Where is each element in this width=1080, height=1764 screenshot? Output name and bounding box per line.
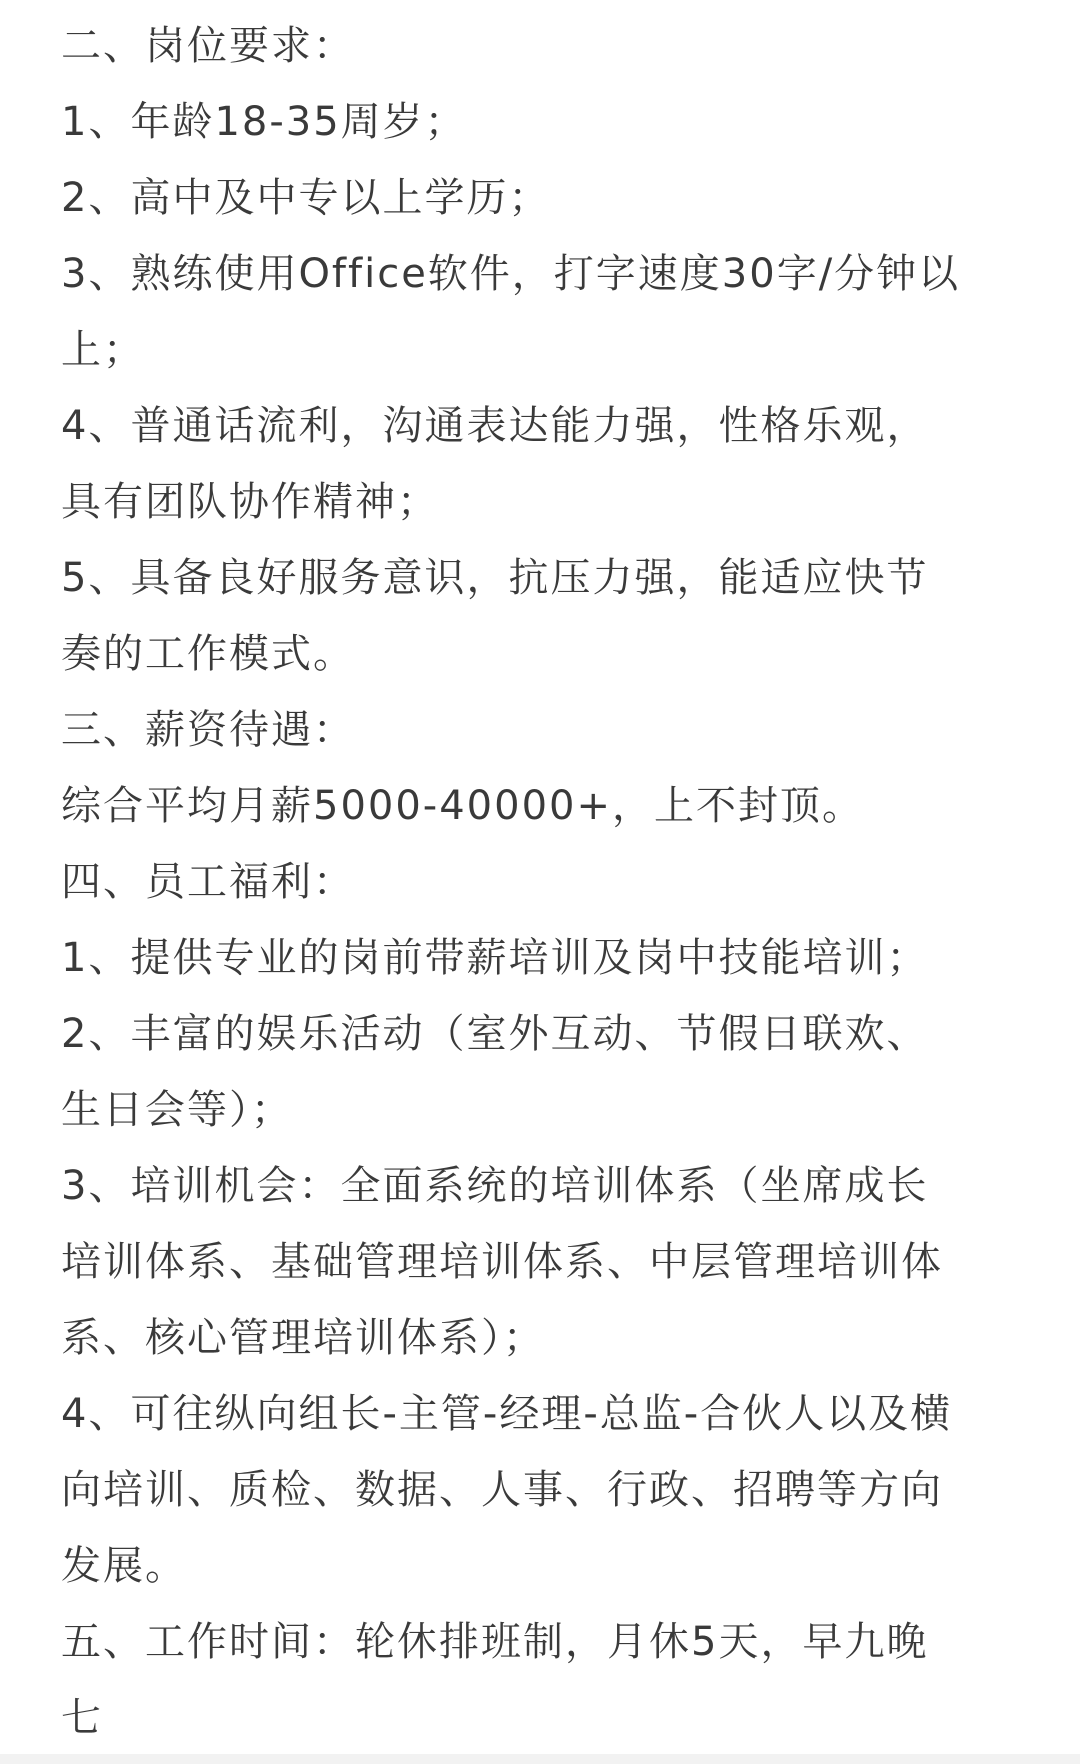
requirement-service-cont: 奏的工作模式。 [61,631,355,677]
benefit-activities-cont: 生日会等）； [61,1087,293,1133]
requirement-communication: 4、普通话流利，沟通表达能力强，性格乐观， [61,403,929,449]
requirement-service: 5、具备良好服务意识，抗压力强，能适应快节 [61,555,929,601]
requirement-office-skills: 3、熟练使用Office软件，打字速度30字/分钟以 [61,251,961,297]
requirement-office-skills-cont: 上； [61,327,145,373]
requirement-age: 1、年龄18-35周岁； [61,99,467,145]
bottom-divider [0,1754,1080,1764]
benefit-career-path-cont-2: 发展。 [61,1543,187,1589]
section-heading-benefits: 四、员工福利： [61,859,355,905]
benefit-career-path-cont-1: 向培训、质检、数据、人事、行政、招聘等方向 [61,1467,943,1513]
requirement-education: 2、高中及中专以上学历； [61,175,551,221]
job-description-text [61,8,1021,1756]
salary-detail: 综合平均月薪5000-40000+，上不封顶。 [61,783,864,829]
work-hours-cont: 七 [61,1695,103,1741]
section-heading-salary: 三、薪资待遇： [61,707,355,753]
benefit-training: 1、提供专业的岗前带薪培训及岗中技能培训； [61,935,929,981]
requirement-communication-cont: 具有团队协作精神； [61,479,439,525]
benefit-training-system-cont-2: 系、核心管理培训体系）； [61,1315,545,1361]
benefit-activities: 2、丰富的娱乐活动（室外互动、节假日联欢、 [61,1011,929,1057]
benefit-training-system-cont-1: 培训体系、基础管理培训体系、中层管理培训体 [61,1239,943,1285]
section-heading-requirements: 二、岗位要求： [61,23,355,69]
benefit-career-path: 4、可往纵向组长-主管-经理-总监-合伙人以及横 [61,1391,953,1437]
benefit-training-system: 3、培训机会：全面系统的培训体系（坐席成长 [61,1163,929,1209]
section-heading-work-hours: 五、工作时间：轮休排班制，月休5天，早九晚 [61,1619,929,1665]
